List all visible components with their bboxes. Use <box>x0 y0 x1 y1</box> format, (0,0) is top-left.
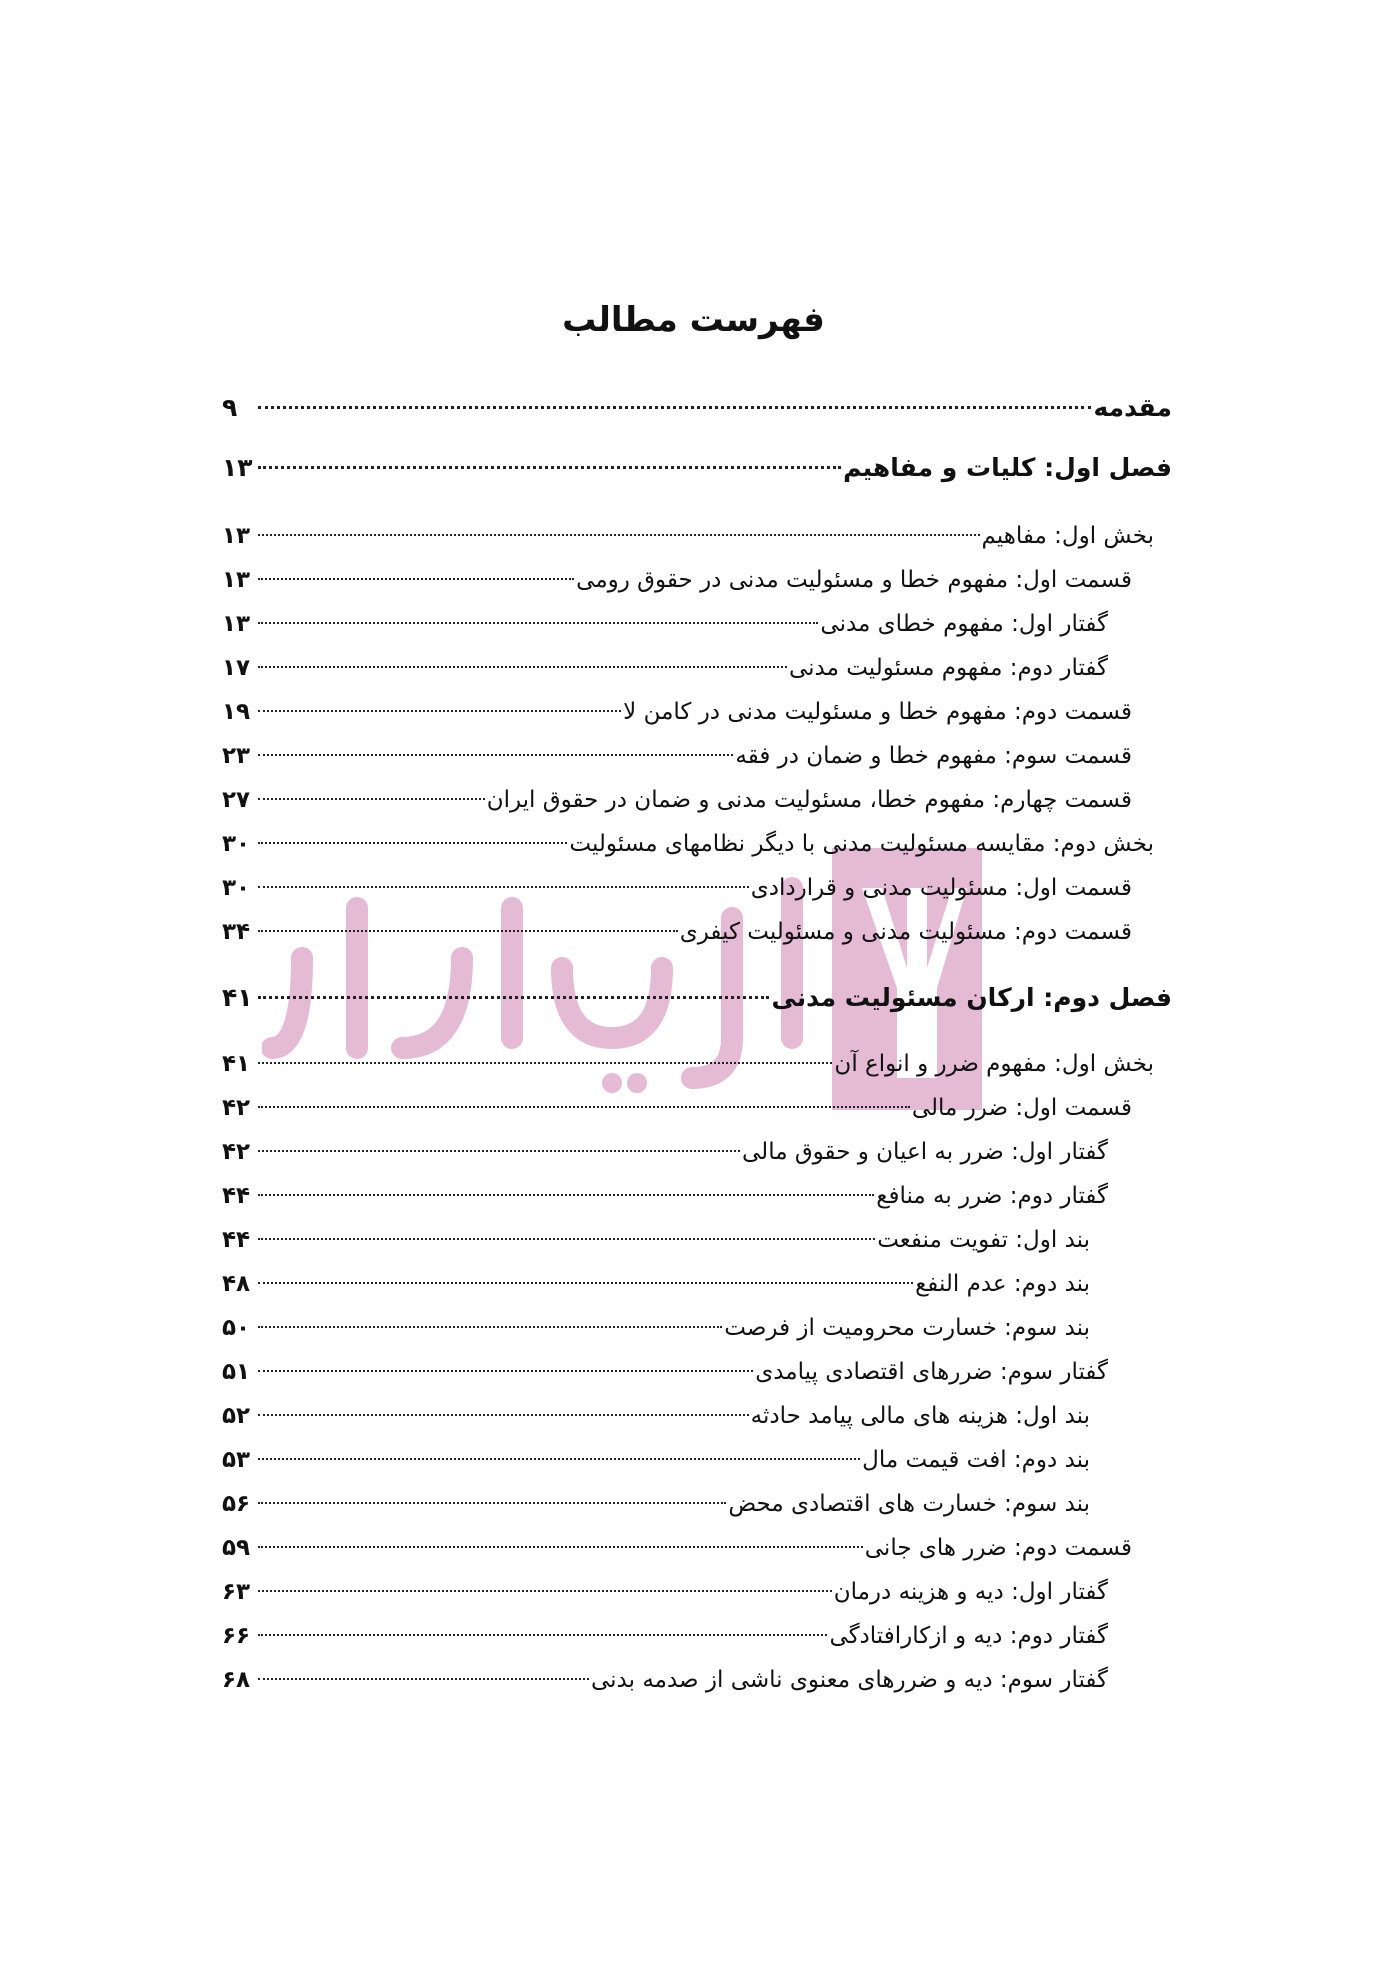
dot-leader <box>258 1062 832 1064</box>
dot-leader <box>258 930 678 932</box>
toc-entry-page-number: ۱۷ <box>222 655 251 681</box>
toc-entry-page-number: ۵۳ <box>222 1447 251 1473</box>
dot-leader <box>258 842 567 844</box>
toc-entry-label: گفتار اول: دیه و هزینه درمان <box>833 1579 1108 1605</box>
toc-entry-label: گفتار سوم: دیه و ضررهای معنوی ناشی از صدمه بدنی <box>590 1667 1108 1693</box>
toc-entry[interactable] <box>222 1396 1090 1436</box>
toc-entry-page-number: ۱۳ <box>222 523 251 549</box>
toc-entry-page-number: ۵۹ <box>222 1535 251 1561</box>
dot-leader <box>258 886 749 888</box>
toc-entry-label: بند سوم: خسارت های اقتصادی محض <box>728 1491 1090 1517</box>
toc-entry-page-number: ۴۲ <box>222 1139 251 1165</box>
dot-leader <box>258 1414 749 1416</box>
dot-leader <box>258 996 769 999</box>
toc-entry-page-number: ۶۸ <box>222 1667 251 1693</box>
dot-leader <box>258 710 621 712</box>
toc-entry[interactable] <box>222 1220 1090 1260</box>
toc-entry[interactable] <box>222 736 1132 776</box>
toc-entry-label: قسمت اول: ضرر مالی <box>911 1095 1132 1121</box>
toc-entry-label: گفتار دوم: ضرر به منافع <box>876 1183 1108 1209</box>
toc-entry[interactable] <box>222 692 1132 732</box>
toc-entry[interactable] <box>222 604 1108 644</box>
toc-entry[interactable] <box>222 560 1132 600</box>
toc-entry-label: بند دوم: عدم النفع <box>915 1271 1090 1297</box>
toc-entry[interactable] <box>222 824 1154 864</box>
toc-entry[interactable] <box>222 1176 1108 1216</box>
toc-entry-label: بخش اول: مفاهیم <box>981 523 1154 549</box>
toc-entry-label: قسمت سوم: مفهوم خطا و ضمان در فقه <box>735 743 1132 769</box>
toc-entry-page-number: ۳۰ <box>222 831 251 857</box>
toc-entry-label: بند دوم: افت قیمت مال <box>862 1447 1090 1473</box>
toc-entry-page-number: ۱۹ <box>222 699 251 725</box>
toc-entry[interactable] <box>222 1572 1108 1612</box>
toc-entry[interactable] <box>222 868 1132 908</box>
toc-entry-label: بند سوم: خسارت محرومیت از فرصت <box>724 1315 1090 1341</box>
toc-entry-label: گفتار دوم: مفهوم مسئولیت مدنی <box>788 655 1108 681</box>
toc-title: فهرست مطالب <box>562 300 825 340</box>
toc-entry[interactable] <box>222 1484 1090 1524</box>
dot-leader <box>258 1194 874 1196</box>
toc-entry-label: مقدمه <box>1093 393 1172 422</box>
dot-leader <box>258 1458 860 1460</box>
dot-leader <box>258 406 1091 409</box>
dot-leader <box>258 1546 863 1548</box>
dot-leader <box>258 1634 827 1636</box>
toc-entry[interactable] <box>222 1132 1108 1172</box>
toc-entry-label: بند اول: هزینه های مالی پیامد حادثه <box>750 1403 1090 1429</box>
toc-entry-page-number: ۲۳ <box>222 743 251 769</box>
dot-leader <box>258 1150 740 1152</box>
dot-leader <box>258 1370 753 1372</box>
toc-entry-page-number: ۴۴ <box>222 1227 251 1253</box>
toc-entry-label: بند اول: تفویت منفعت <box>877 1227 1090 1253</box>
toc-entry[interactable] <box>222 648 1108 688</box>
dot-leader <box>258 1326 722 1328</box>
toc-entry-page-number: ۱۳ <box>222 453 253 482</box>
toc-entry-label: گفتار سوم: ضررهای اقتصادی پیامدی <box>755 1359 1108 1385</box>
toc-entry[interactable] <box>222 978 1172 1018</box>
toc-entry-page-number: ۳۴ <box>222 919 251 945</box>
toc-entry[interactable] <box>222 1308 1090 1348</box>
toc-entry-page-number: ۴۲ <box>222 1095 251 1121</box>
toc-entry[interactable] <box>222 1440 1090 1480</box>
toc-entry-page-number: ۹ <box>222 393 238 422</box>
toc-entry[interactable] <box>222 516 1154 556</box>
dot-leader <box>258 1106 910 1108</box>
toc-entry-label: گفتار اول: مفهوم خطای مدنی <box>820 611 1108 637</box>
toc-entry[interactable] <box>222 388 1172 428</box>
toc-entry-label: گفتار اول: ضرر به اعیان و حقوق مالی <box>742 1139 1108 1165</box>
toc-entry-page-number: ۴۱ <box>222 1051 251 1077</box>
toc-entry-label: قسمت چهارم: مفهوم خطا، مسئولیت مدنی و ضمان در حقوق ایران <box>486 787 1132 813</box>
toc-entry[interactable] <box>222 1352 1108 1392</box>
toc-entry-page-number: ۵۱ <box>222 1359 251 1385</box>
toc-entry-page-number: ۵۲ <box>222 1403 251 1429</box>
toc-entry-page-number: ۱۳ <box>222 611 251 637</box>
toc-entry-label: قسمت دوم: مفهوم خطا و مسئولیت مدنی در کامن لا <box>623 699 1132 725</box>
toc-entry-page-number: ۵۶ <box>222 1491 251 1517</box>
toc-entry-page-number: ۵۰ <box>222 1315 251 1341</box>
toc-entry-page-number: ۴۸ <box>222 1271 251 1297</box>
toc-entry-page-number: ۶۶ <box>222 1623 251 1649</box>
toc-entry-label: بخش دوم: مقایسه مسئولیت مدنی با دیگر نظامهای مسئولیت <box>569 831 1154 857</box>
toc-entry[interactable] <box>222 780 1132 820</box>
toc-entry[interactable] <box>222 1616 1108 1656</box>
toc-entry-page-number: ۴۱ <box>222 983 253 1012</box>
dot-leader <box>258 1590 832 1592</box>
toc-entry-label: قسمت دوم: مسئولیت مدنی و مسئولیت کیفری <box>679 919 1132 945</box>
toc-entry-label: گفتار دوم: دیه و ازکارافتادگی <box>829 1623 1108 1649</box>
toc-entry[interactable] <box>222 1528 1132 1568</box>
toc-entry-label: قسمت اول: مسئولیت مدنی و قراردادی <box>750 875 1132 901</box>
toc-entry-page-number: ۲۷ <box>222 787 251 813</box>
toc-entry-page-number: ۶۳ <box>222 1579 251 1605</box>
dot-leader <box>258 1282 913 1284</box>
dot-leader <box>258 1678 589 1680</box>
toc-entry-page-number: ۳۰ <box>222 875 251 901</box>
toc-entry[interactable] <box>222 1044 1154 1084</box>
dot-leader <box>258 466 841 469</box>
toc-entry[interactable] <box>222 1088 1132 1128</box>
toc-entry[interactable] <box>222 1264 1090 1304</box>
toc-entry-label: بخش اول: مفهوم ضرر و انواع آن <box>834 1051 1154 1077</box>
dot-leader <box>258 534 980 536</box>
dot-leader <box>258 1502 726 1504</box>
dot-leader <box>258 578 574 580</box>
toc-entry[interactable] <box>222 912 1132 952</box>
dot-leader <box>258 754 733 756</box>
toc-entry-page-number: ۱۳ <box>222 567 251 593</box>
toc-entry-label: قسمت اول: مفهوم خطا و مسئولیت مدنی در حقوق رومی <box>576 567 1132 593</box>
dot-leader <box>258 798 485 800</box>
dot-leader <box>258 666 787 668</box>
toc-entry[interactable] <box>222 448 1172 488</box>
toc-entry-label: فصل اول: کلیات و مفاهیم <box>843 453 1172 482</box>
toc-entry-label: فصل دوم: ارکان مسئولیت مدنی <box>771 983 1172 1012</box>
dot-leader <box>258 1238 875 1240</box>
toc-entry[interactable] <box>222 1660 1108 1700</box>
toc-entry-page-number: ۴۴ <box>222 1183 251 1209</box>
dot-leader <box>258 622 818 624</box>
toc-entry-label: قسمت دوم: ضرر های جانی <box>864 1535 1132 1561</box>
